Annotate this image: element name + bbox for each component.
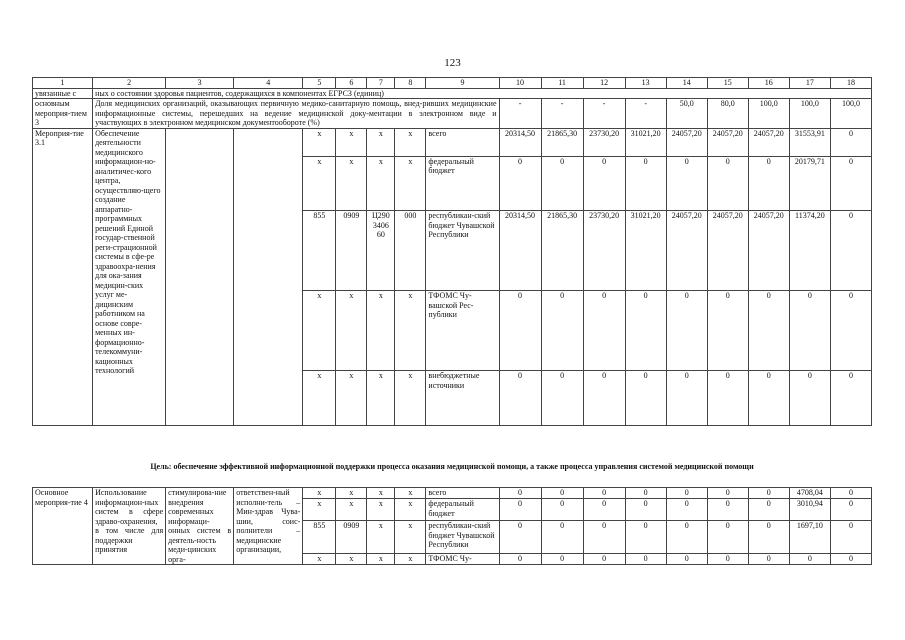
- budget-code: x: [367, 291, 395, 371]
- budget-code: x: [336, 499, 367, 521]
- column-header: 1: [33, 78, 93, 89]
- budget-code: x: [303, 291, 336, 371]
- indicator-value: -: [541, 99, 583, 129]
- funding-value: 23730,20: [583, 128, 625, 156]
- funding-source: федеральный бюджет: [426, 499, 499, 521]
- funding-value: 0: [499, 521, 541, 553]
- budget-code: x: [303, 553, 336, 564]
- budget-code: x: [303, 371, 336, 425]
- funding-value: 0: [748, 553, 789, 564]
- funding-value: 0: [707, 553, 748, 564]
- funding-value: 0: [830, 499, 871, 521]
- indicator-value: -: [583, 99, 625, 129]
- indicator-value: 100,0: [830, 99, 871, 129]
- info-line: ных о состоянии здоровья пациентов, содержащихся в компонентах ЕГРСЗ (единиц): [93, 88, 872, 99]
- funding-value: 0: [666, 291, 707, 371]
- funding-value: 0: [625, 553, 666, 564]
- funding-value: 0: [583, 156, 625, 210]
- funding-value: 0: [625, 499, 666, 521]
- funding-value: 0: [583, 499, 625, 521]
- funding-value: 0: [499, 291, 541, 371]
- budget-code: x: [367, 553, 395, 564]
- info-row: [33, 88, 872, 99]
- column-header: 16: [748, 78, 789, 89]
- column-number-row: [33, 78, 872, 89]
- budget-code: x: [395, 488, 426, 499]
- funding-value: 0: [830, 128, 871, 156]
- funding-value: 0: [625, 488, 666, 499]
- budget-code: x: [303, 488, 336, 499]
- funding-value: 0: [666, 521, 707, 553]
- funding-value: 0: [830, 156, 871, 210]
- funding-value: 0: [830, 371, 871, 425]
- budget-code: 855: [303, 521, 336, 553]
- funding-value: 0: [541, 156, 583, 210]
- funding-value: 31021,20: [625, 211, 666, 291]
- budget-code: x: [367, 499, 395, 521]
- funding-value: 31553,91: [789, 128, 830, 156]
- funding-source: федеральный бюджет: [426, 156, 499, 210]
- column-header: 14: [666, 78, 707, 89]
- indicator-value: -: [625, 99, 666, 129]
- budget-code: x: [303, 499, 336, 521]
- budget-code: x: [367, 371, 395, 425]
- indicator-value: 100,0: [789, 99, 830, 129]
- funding-value: 20179,71: [789, 156, 830, 210]
- funding-value: 0: [625, 371, 666, 425]
- event-responsible: ответствен-ный исполни-тель – Мин-здрав Чува-шии, соис-полнители – медицинские организации,: [234, 488, 303, 565]
- column-header: 9: [426, 78, 499, 89]
- funding-value: 0: [583, 553, 625, 564]
- column-header: 11: [541, 78, 583, 89]
- event-description: Использование информацион-ных систем в сфере здраво-охранения, в том числе для поддержки принятия: [93, 488, 166, 565]
- budget-code: x: [336, 488, 367, 499]
- event-responsible: [234, 128, 303, 425]
- funding-value: 0: [707, 488, 748, 499]
- funding-value: 0: [499, 371, 541, 425]
- table-row: [33, 488, 872, 499]
- funding-value: 24057,20: [748, 211, 789, 291]
- funding-source: всего: [426, 488, 499, 499]
- funding-value: 0: [499, 156, 541, 210]
- funding-value: 0: [748, 156, 789, 210]
- budget-code: 855: [303, 211, 336, 291]
- funding-source: республикан-ский бюджет Чувашской Республики: [426, 521, 499, 553]
- funding-value: 0: [541, 499, 583, 521]
- funding-value: 3010,94: [789, 499, 830, 521]
- funding-value: 0: [707, 499, 748, 521]
- funding-value: 24057,20: [666, 128, 707, 156]
- column-header: 12: [583, 78, 625, 89]
- funding-value: 0: [748, 521, 789, 553]
- budget-code: x: [395, 521, 426, 553]
- funding-value: 24057,20: [748, 128, 789, 156]
- budget-code: 0909: [336, 211, 367, 291]
- budget-code: x: [367, 488, 395, 499]
- budget-code: x: [336, 291, 367, 371]
- indicator-value: 100,0: [748, 99, 789, 129]
- funding-value: 24057,20: [707, 211, 748, 291]
- funding-source: всего: [426, 128, 499, 156]
- funding-value: 0: [789, 371, 830, 425]
- column-header: 7: [367, 78, 395, 89]
- budget-code: x: [367, 156, 395, 210]
- budget-code: x: [336, 128, 367, 156]
- linked-label-rest: основным мероприя-тием 3: [33, 99, 93, 129]
- funding-value: 0: [499, 488, 541, 499]
- event-goal: стимулирова-ние внедрения современных информаци-онных систем в деятель-ность меди-цинских орга-: [166, 488, 234, 565]
- funding-value: 0: [748, 488, 789, 499]
- funding-value: 20314,50: [499, 128, 541, 156]
- budget-code: x: [395, 291, 426, 371]
- event-description: Обеспечение деятельности медицинского информацион-но-аналитичес-кого центра, осуществляю-щего создание аппаратно-программных решений Единой государ-ственной реги-страционной системы в сфе-ре здравоохра-нения для ока-зания медицин-ских услуг ме-дицинским работником на основе совре-менных ин-формационно-телекоммуни-кационных технологий: [93, 128, 166, 425]
- column-header: 10: [499, 78, 541, 89]
- funding-value: 4708,04: [789, 488, 830, 499]
- funding-value: 0: [499, 499, 541, 521]
- linked-label: увязанные с: [33, 88, 93, 99]
- funding-value: 0: [748, 499, 789, 521]
- page-number: 123: [444, 57, 461, 69]
- goal-heading: Цель: обеспечение эффективной информационной поддержки процесса оказания медицинской помощи, а также процесса управления системой медицинской помощи: [150, 462, 754, 471]
- table-row: [33, 128, 872, 156]
- funding-source: внебюджетные источники: [426, 371, 499, 425]
- indicator-value: -: [499, 99, 541, 129]
- budget-code: Ц290 3406 60: [367, 211, 395, 291]
- funding-value: 0: [748, 371, 789, 425]
- column-header: 2: [93, 78, 166, 89]
- program-table-continued: [32, 487, 872, 565]
- funding-value: 0: [707, 521, 748, 553]
- funding-source: ТФОМС Чу-вашской Рес-публики: [426, 291, 499, 371]
- funding-value: 0: [830, 488, 871, 499]
- funding-value: 0: [830, 521, 871, 553]
- budget-code: x: [367, 521, 395, 553]
- column-header: 4: [234, 78, 303, 89]
- event-name: Мероприя-тие 3.1: [33, 128, 93, 425]
- column-header: 18: [830, 78, 871, 89]
- budget-code: x: [395, 553, 426, 564]
- column-header: 3: [166, 78, 234, 89]
- funding-value: 0: [625, 521, 666, 553]
- funding-value: 23730,20: [583, 211, 625, 291]
- funding-value: 0: [625, 156, 666, 210]
- funding-value: 20314,50: [499, 211, 541, 291]
- funding-value: 1697,10: [789, 521, 830, 553]
- indicator-value: 80,0: [707, 99, 748, 129]
- funding-value: 0: [830, 291, 871, 371]
- funding-value: 0: [541, 521, 583, 553]
- funding-value: 0: [583, 488, 625, 499]
- column-header: 8: [395, 78, 426, 89]
- funding-value: 0: [583, 521, 625, 553]
- funding-value: 0: [499, 553, 541, 564]
- budget-code: x: [336, 371, 367, 425]
- funding-value: 0: [666, 371, 707, 425]
- budget-code: x: [395, 499, 426, 521]
- budget-code: x: [395, 128, 426, 156]
- funding-value: 0: [666, 553, 707, 564]
- funding-value: 21865,30: [541, 211, 583, 291]
- funding-value: 0: [666, 488, 707, 499]
- column-header: 15: [707, 78, 748, 89]
- indicator-row: [33, 99, 872, 129]
- budget-code: x: [336, 156, 367, 210]
- column-header: 5: [303, 78, 336, 89]
- column-header: 17: [789, 78, 830, 89]
- funding-value: 21865,30: [541, 128, 583, 156]
- funding-value: 31021,20: [625, 128, 666, 156]
- budget-code: x: [395, 156, 426, 210]
- funding-value: 0: [707, 371, 748, 425]
- budget-code: 0909: [336, 521, 367, 553]
- funding-value: 0: [707, 291, 748, 371]
- budget-code: x: [303, 128, 336, 156]
- budget-code: x: [303, 156, 336, 210]
- column-header: 13: [625, 78, 666, 89]
- funding-value: 0: [830, 211, 871, 291]
- program-table: [32, 77, 872, 426]
- event-goal: [166, 128, 234, 425]
- funding-value: 0: [789, 291, 830, 371]
- budget-code: 000: [395, 211, 426, 291]
- funding-value: 0: [541, 371, 583, 425]
- funding-value: 24057,20: [707, 128, 748, 156]
- funding-value: 0: [583, 291, 625, 371]
- column-header: 6: [336, 78, 367, 89]
- funding-value: 0: [541, 488, 583, 499]
- event-name: Основное мероприя-тие 4: [33, 488, 93, 565]
- indicator-text: Доля медицинских организаций, оказывающих первичную медико-санитарную помощь, внед-ривших медицинские информационные системы, перешедших на ведение медицинской доку-ментации в электронном виде и участвующих в электронном медицинском документообороте (%): [93, 99, 499, 129]
- budget-code: x: [336, 553, 367, 564]
- funding-value: 0: [625, 291, 666, 371]
- funding-value: 0: [707, 156, 748, 210]
- budget-code: x: [367, 128, 395, 156]
- funding-value: 0: [541, 291, 583, 371]
- funding-value: 0: [666, 499, 707, 521]
- budget-code: x: [395, 371, 426, 425]
- funding-value: 0: [541, 553, 583, 564]
- funding-value: 0: [830, 553, 871, 564]
- funding-value: 24057,20: [666, 211, 707, 291]
- funding-value: 11374,20: [789, 211, 830, 291]
- indicator-value: 50,0: [666, 99, 707, 129]
- funding-value: 0: [666, 156, 707, 210]
- funding-source: ТФОМС Чу-: [426, 553, 499, 564]
- funding-value: 0: [789, 553, 830, 564]
- funding-value: 0: [748, 291, 789, 371]
- funding-value: 0: [583, 371, 625, 425]
- funding-source: республикан-ский бюджет Чувашской Республики: [426, 211, 499, 291]
